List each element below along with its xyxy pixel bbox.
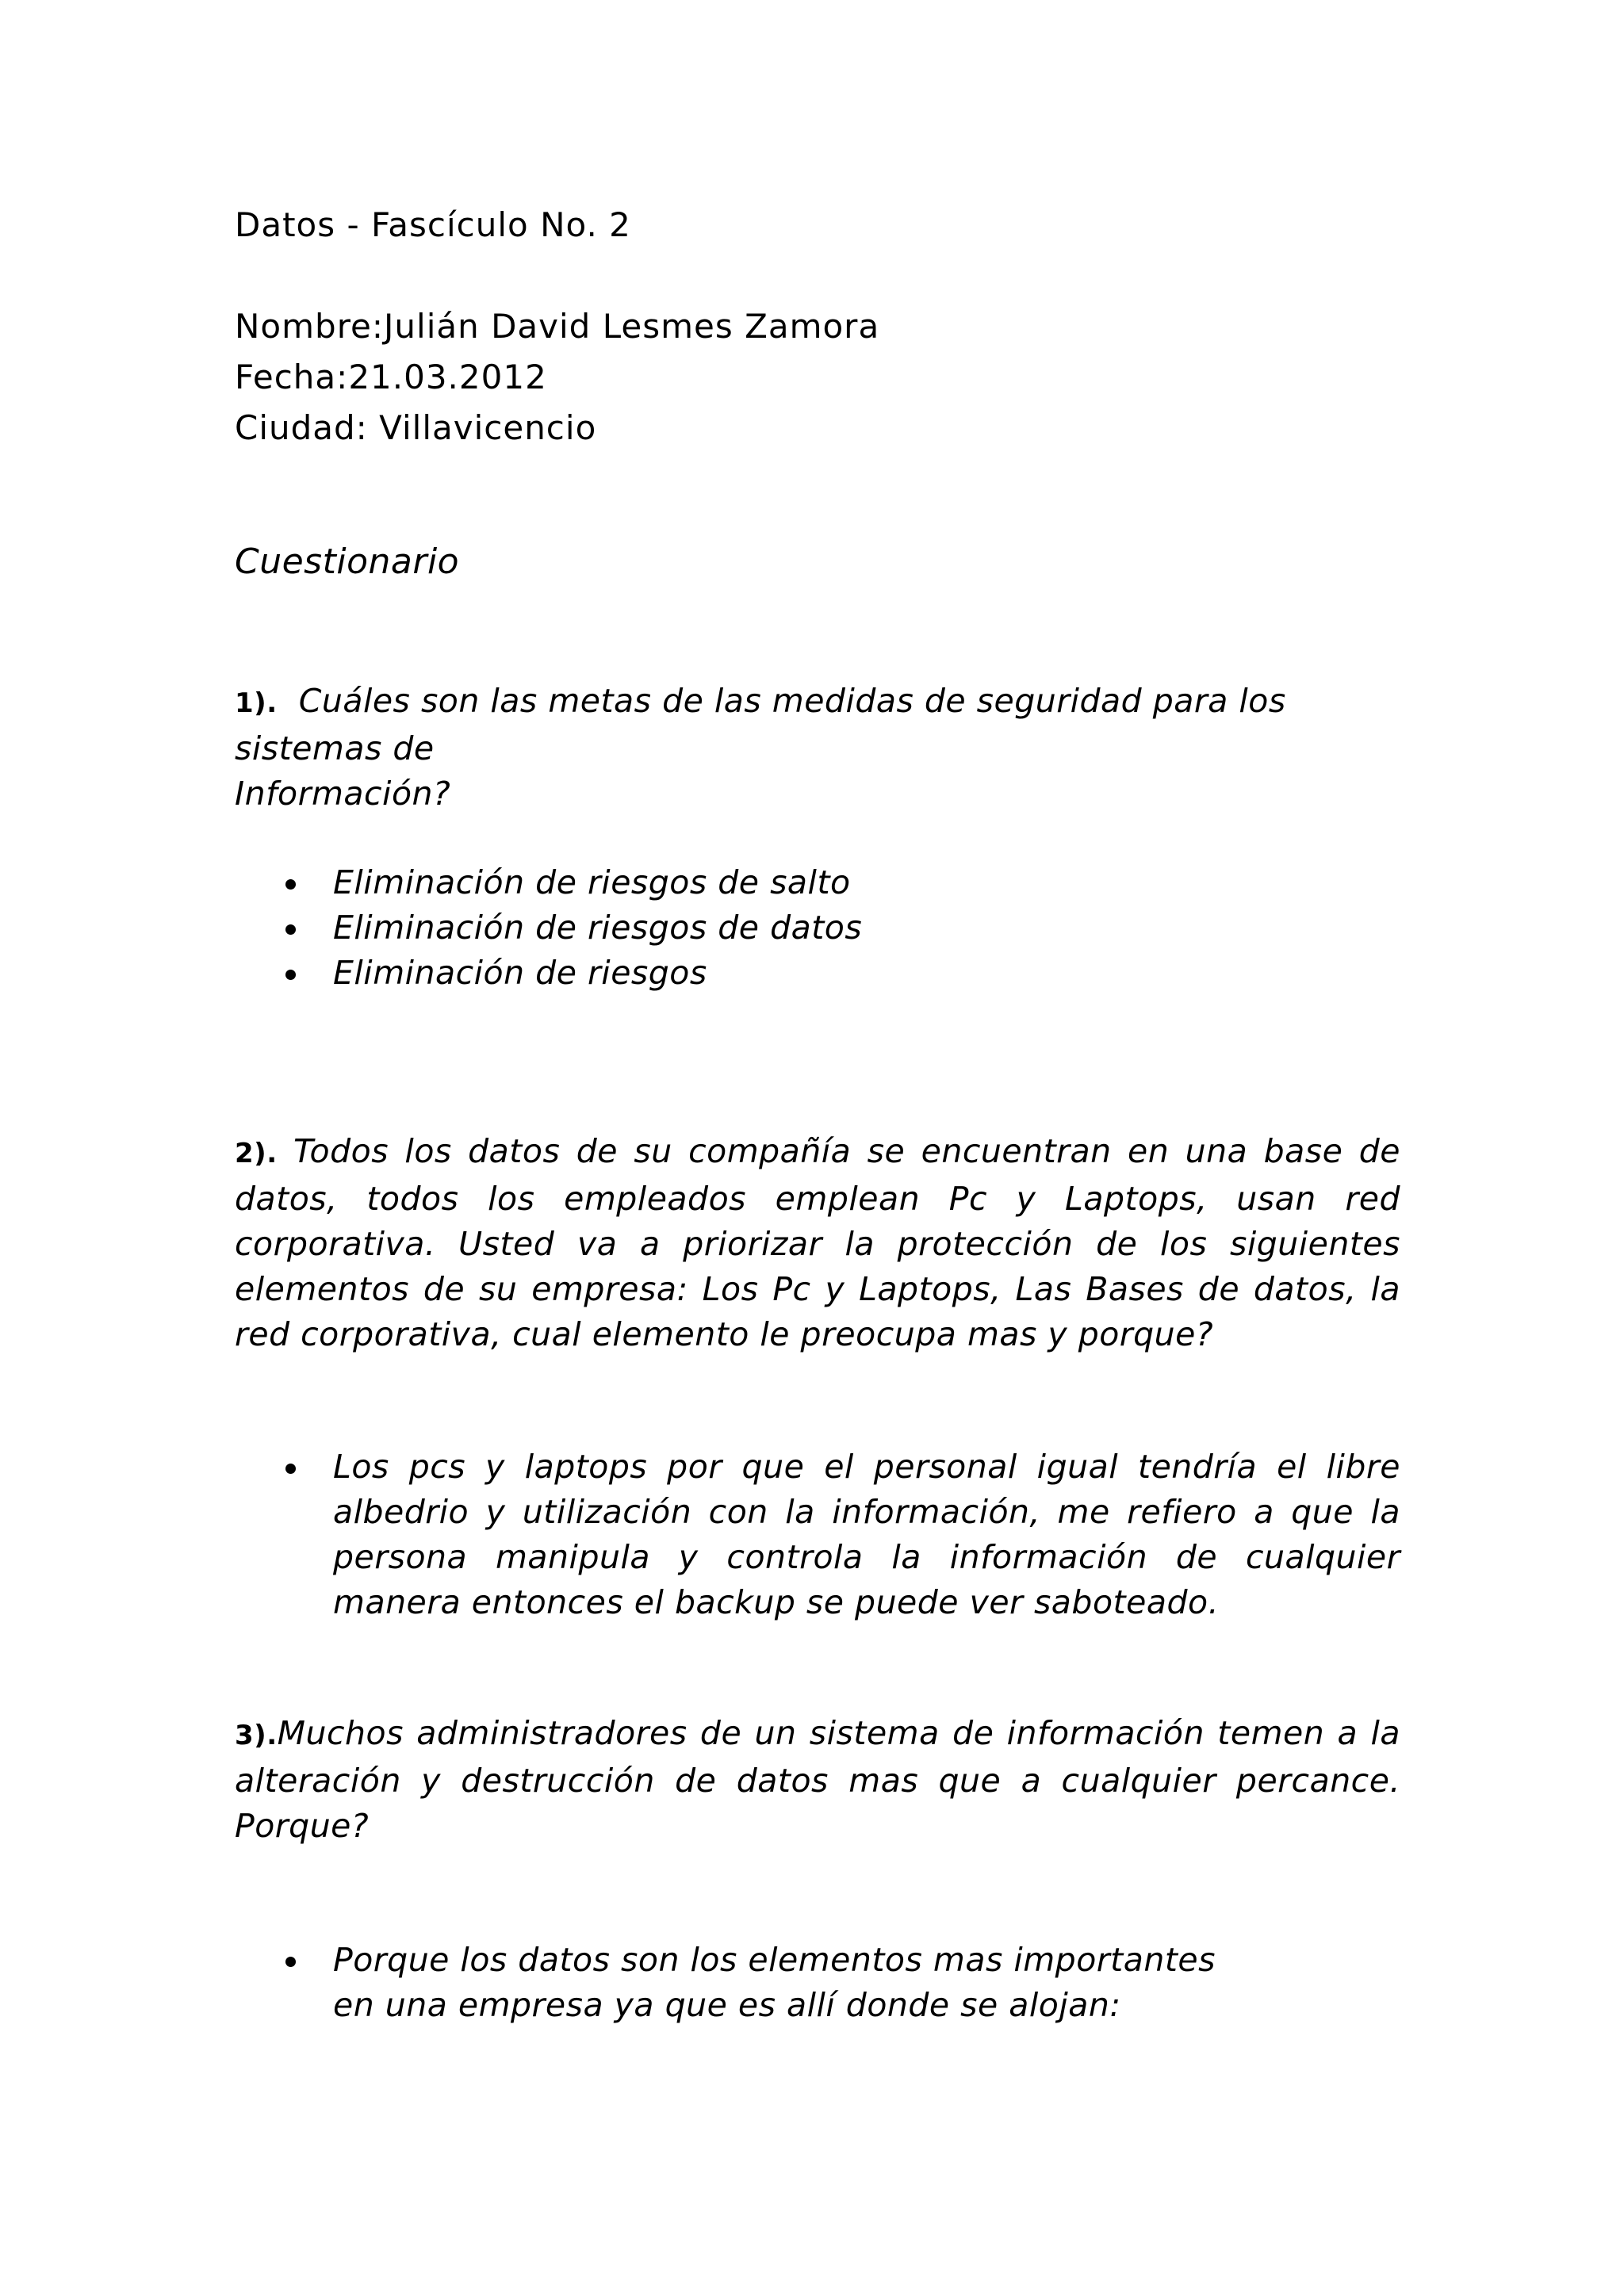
field-ciudad [235,403,596,453]
answer-text: Eliminación de riesgos de datos [333,909,863,947]
answer-text: Eliminación de riesgos de salto [333,863,851,901]
bullet-icon [285,924,296,935]
answer-text: Los pcs y laptops por que el personal igual tendría el libre albedrio y utilización con la información, me refiero a que la persona manipula y controla la información de cualquier manera entonces el backup se puede ver saboteado. [333,1448,1400,1621]
field-label: Fecha [235,358,337,396]
answer-text: Eliminación de riesgos [333,954,707,992]
list-item [235,860,1400,905]
field-value: Villavicencio [367,408,597,447]
field-label: Ciudad [235,408,356,447]
field-value: 21.03.2012 [348,358,547,396]
question-text: Todos los datos de su compañía se encuentran en una base de datos, todos los empleados emplean Pc y Laptops, usan red corporativa. Usted va a priorizar la protección de los siguientes elementos de su empresa: Los Pc y Laptops, Las Bases de datos, la red corporativa, cual elemento le preocupa mas y porque? [235,1132,1400,1353]
field-colon: : [336,358,349,396]
question-line [235,679,1400,726]
list-item [235,905,1400,951]
question-number: 2). [235,1138,278,1169]
answer-list-3 [235,1938,1400,2028]
field-fecha [235,352,547,403]
bullet-icon [285,1957,296,1967]
bullet-icon [285,1464,296,1474]
field-label: Nombre [235,307,372,346]
question-1 [235,679,1400,817]
question-number: 1). [235,687,278,719]
question-3 [235,1711,1400,1849]
document-title: Datos - Fascículo No. 2 [235,205,631,244]
list-item [235,1938,1400,2028]
field-nombre [235,301,879,352]
question-line: sistemas de [235,729,435,767]
question-text: Muchos administradores de un sistema de información temen a la alteración y destrucción de datos mas que a cualquier percance. Porque? [235,1714,1400,1845]
field-value: Julián David Lesmes Zamora [384,307,880,346]
section-heading: Cuestionario [235,541,460,582]
bullet-icon [285,970,296,980]
question-number: 3). [235,1720,278,1751]
question-2 [235,1129,1400,1357]
answer-list-1 [235,860,1400,996]
bullet-icon [285,879,296,890]
answer-list-2 [235,1445,1400,1625]
answer-text: Porque los datos son los elementos mas importantes en una empresa ya que es allí donde se alojan: [333,1941,1216,2024]
field-colon: : [355,408,368,447]
field-colon: : [371,307,385,346]
question-line: Información? [235,775,451,813]
list-item [235,1445,1400,1625]
question-text: Cuáles son las metas de las medidas de seguridad para los [298,682,1286,720]
list-item [235,951,1400,996]
